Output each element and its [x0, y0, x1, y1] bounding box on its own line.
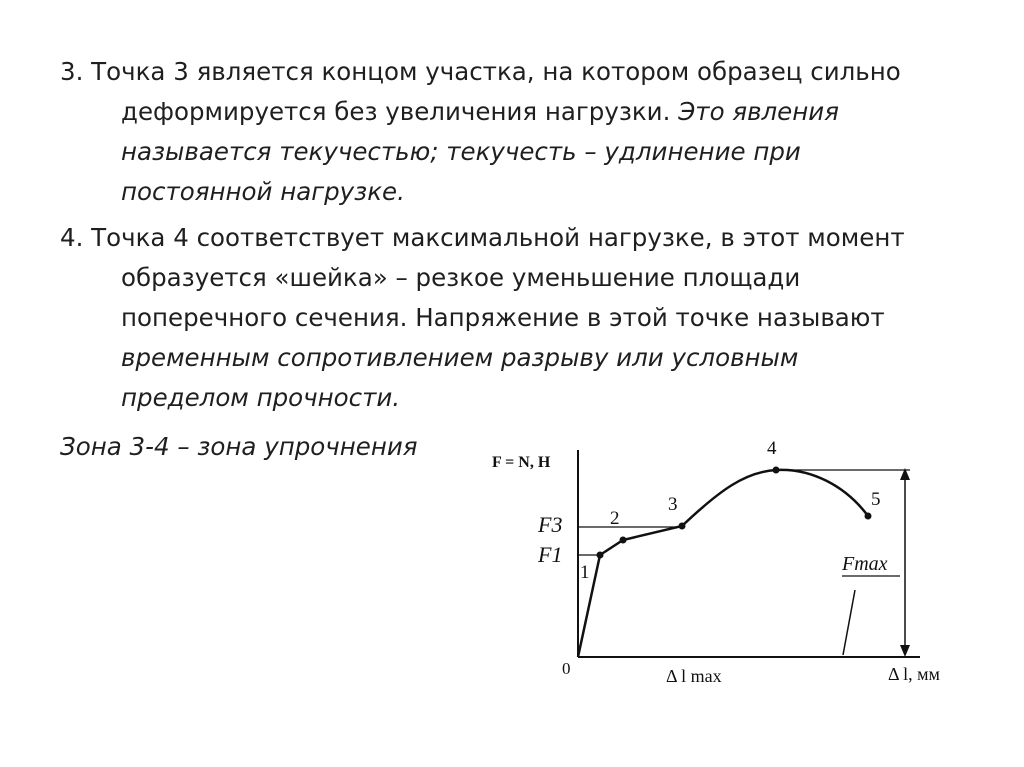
point-5-marker: [865, 513, 872, 520]
paragraph-point-3-text: 3. Точка 3 является концом участка, на котором образец сильно деформируется без увеличения нагрузки.: [60, 57, 901, 126]
point-5-label: 5: [871, 489, 881, 510]
point-4-label: 4: [767, 438, 777, 459]
paragraph-point-3: [60, 52, 920, 212]
paragraph-point-4-italic: временным сопротивлением разрыву или условным пределом прочности.: [121, 343, 799, 412]
dl-max-marker-line: [843, 590, 855, 655]
paragraph-point-3-italic: Это явления называется текучестью; текучесть – удлинение при постоянной нагрузке.: [121, 97, 839, 206]
point-1-label: 1: [580, 562, 590, 583]
y-axis-label: F = N, Н: [492, 454, 551, 471]
point-2-marker: [620, 537, 627, 544]
point-4-marker: [773, 467, 780, 474]
fmax-arrow-bottom: [900, 645, 910, 657]
fmax-label: Fmax: [842, 553, 888, 575]
f1-label: F1: [538, 542, 563, 567]
stress-strain-diagram: [480, 430, 980, 700]
point-3-label: 3: [668, 494, 678, 515]
x-axis-label: Δ l, мм: [888, 664, 940, 684]
f3-label: F3: [538, 512, 563, 537]
origin-label: 0: [562, 659, 571, 678]
zone-caption: Зона 3-4 – зона упрочнения: [60, 432, 418, 461]
point-1-marker: [597, 552, 604, 559]
paragraph-point-4: [60, 218, 920, 418]
point-3-marker: [679, 523, 686, 530]
paragraph-point-4-text: 4. Точка 4 соответствует максимальной нагрузке, в этот момент образуется «шейка» – резкое уменьшение площади поперечного сечения. Напряжение в этой точке называют: [60, 223, 905, 332]
point-2-label: 2: [610, 508, 620, 529]
dl-max-label: Δ l max: [666, 666, 722, 686]
stress-strain-curve: [578, 470, 868, 657]
